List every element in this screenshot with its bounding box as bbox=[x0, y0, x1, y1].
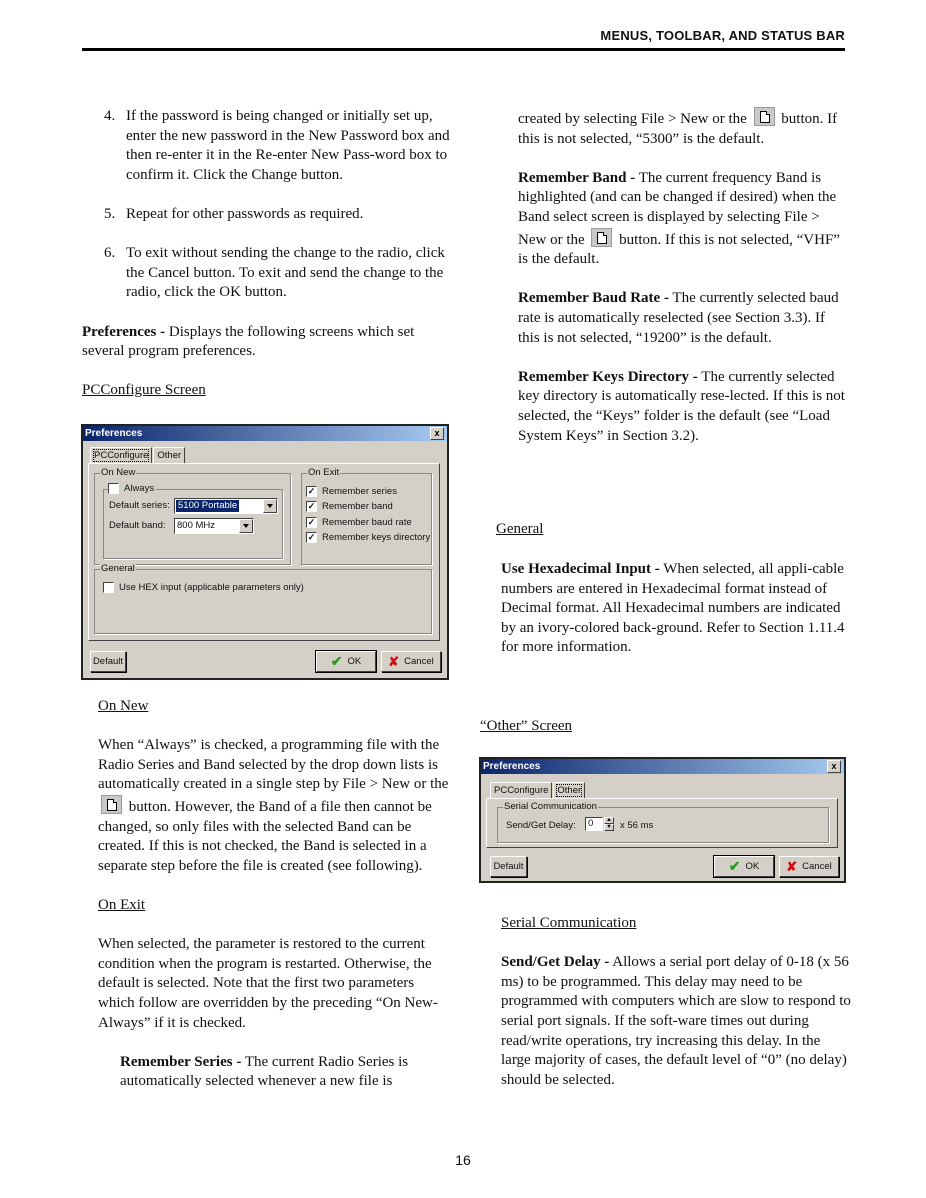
ok-button[interactable]: ✔ OK bbox=[316, 651, 376, 672]
page-number: 16 bbox=[455, 1152, 471, 1168]
on-new-group: On New Always Default series: 5100 Portable Default band: 800 MHz bbox=[94, 473, 291, 565]
general-group: General Use HEX input (applicable parameters only) bbox=[94, 569, 432, 634]
checkmark-icon: ✔ bbox=[728, 858, 741, 874]
chevron-down-icon[interactable] bbox=[239, 519, 253, 533]
new-file-icon bbox=[101, 795, 122, 814]
dialog-title-bar: Preferences x bbox=[481, 759, 844, 774]
header-rule bbox=[82, 48, 845, 51]
delay-unit-label: x 56 ms bbox=[620, 820, 654, 831]
remember-band-paragraph: Remember Band - The current frequency Band is highlighted (and can be changed if desired) when the Band select screen is displayed by selecting File > New or the button. If this is not selected, “VHF” is the default. bbox=[518, 169, 840, 268]
tab-strip bbox=[490, 782, 586, 798]
step-6: 6. To exit without sending the change to the radio, click the Cancel button. To exit and send the change to the radio, click the OK button. bbox=[104, 245, 445, 301]
tab-other[interactable]: Other bbox=[553, 782, 585, 798]
default-button[interactable]: Default bbox=[90, 651, 126, 672]
new-file-icon bbox=[754, 107, 775, 126]
right-column-other bbox=[480, 717, 840, 737]
tab-pcconfigure[interactable]: PCConfigure bbox=[490, 782, 552, 798]
spin-down-icon[interactable]: ▼ bbox=[604, 824, 614, 831]
right-column-general bbox=[496, 520, 848, 540]
ok-button[interactable]: ✔ OK bbox=[714, 856, 774, 877]
default-band-select[interactable]: 800 MHz bbox=[174, 518, 254, 534]
on-exit-group: On Exit ✓ Remember series ✓ Remember band ✓ Remember baud rate ✓ Remember keys directory bbox=[301, 473, 432, 565]
close-button[interactable]: x bbox=[430, 427, 444, 440]
dialog-title-bar: Preferences x bbox=[83, 426, 447, 441]
step-5: 5. Repeat for other passwords as required. bbox=[104, 205, 364, 222]
section-title: MENUS, TOOLBAR, AND STATUS BAR bbox=[600, 28, 845, 43]
send-get-delay-spinner[interactable] bbox=[585, 817, 614, 831]
tab-panel bbox=[486, 798, 838, 848]
always-checkbox-box[interactable] bbox=[108, 483, 119, 494]
remember-series-checkbox[interactable]: ✓ Remember series bbox=[307, 486, 397, 497]
remember-baud-rate-checkbox[interactable]: ✓ Remember baud rate bbox=[307, 517, 412, 528]
step-4: 4. If the password is being changed or initially set up, enter the new password in the New Password box and then re-enter it in the Re-enter New Pass-word box to confirm it. Click the Change button. bbox=[104, 108, 450, 183]
tab-panel bbox=[88, 463, 440, 641]
default-button[interactable]: Default bbox=[490, 856, 527, 877]
always-subgroup bbox=[103, 483, 283, 559]
page-header bbox=[82, 28, 845, 52]
preferences-paragraph: Preferences - Displays the following screens which set several program preferences. bbox=[82, 323, 415, 360]
default-series-label: Default series: bbox=[109, 500, 170, 511]
chevron-down-icon[interactable] bbox=[263, 499, 277, 513]
send-get-delay-input[interactable]: 0 bbox=[585, 817, 603, 831]
new-file-icon bbox=[591, 228, 612, 247]
remember-keys-directory-checkbox[interactable]: ✓ Remember keys directory bbox=[307, 532, 431, 543]
cross-icon: ✘ bbox=[388, 653, 400, 669]
cross-icon: ✘ bbox=[786, 858, 798, 874]
cancel-button[interactable]: ✘ Cancel bbox=[779, 856, 839, 877]
tab-strip bbox=[90, 447, 186, 463]
default-series-select[interactable]: 5100 Portable bbox=[174, 498, 278, 514]
send-get-delay-paragraph: Send/Get Delay - Allows a serial port delay of 0-18 (x 56 ms) to be programmed. This delay may need to be programmed with computers which are slow to respond to serial port signals. If the soft-ware times out during read/write operations, try increasing this delay. In the large majority of cases, the default level of “0” (no delay) should be selected. bbox=[501, 954, 851, 1088]
tab-pcconfigure[interactable]: PCConfigure bbox=[90, 447, 152, 463]
remember-keys-paragraph: Remember Keys Directory - The currently selected key directory is automatically rese-lected. If this is not selected, the “Keys” folder is the default (see “Load System Keys” in Section 3.2). bbox=[518, 368, 845, 444]
always-checkbox[interactable]: Always bbox=[108, 483, 156, 494]
on-new-heading: On New bbox=[98, 698, 149, 714]
left-column-top bbox=[82, 107, 452, 401]
preferences-dialog-pcconfigure bbox=[81, 424, 449, 680]
serial-communication-heading: Serial Communication bbox=[501, 915, 637, 931]
use-hex-input-checkbox[interactable]: Use HEX input (applicable parameters only) bbox=[103, 582, 304, 593]
remember-band-checkbox[interactable]: ✓ Remember band bbox=[307, 501, 393, 512]
serial-communication-group: Serial Communication Send/Get Delay: 0 ▲ ▼ x 56 ms bbox=[497, 807, 829, 843]
right-column-hex bbox=[501, 560, 851, 658]
close-button[interactable]: x bbox=[827, 760, 841, 773]
cancel-button[interactable]: ✘ Cancel bbox=[381, 651, 441, 672]
send-get-delay-label: Send/Get Delay: bbox=[506, 820, 576, 831]
on-exit-heading: On Exit bbox=[98, 896, 146, 913]
checkmark-icon: ✔ bbox=[330, 653, 343, 669]
left-column-bottom bbox=[98, 697, 450, 1092]
remember-baud-paragraph: Remember Baud Rate - The currently selected baud rate is automatically reselected (see Section 3.3). If this is not selected, “19200” is the default. bbox=[518, 290, 839, 346]
general-heading: General bbox=[496, 521, 544, 537]
spin-up-icon[interactable]: ▲ bbox=[604, 817, 614, 824]
other-screen-heading: “Other” Screen bbox=[480, 718, 573, 734]
remember-series-paragraph: Remember Series - The current Radio Series is automatically selected whenever a new file is bbox=[120, 1053, 409, 1090]
series-continued-paragraph: created by selecting File > New or the button. If this is not selected, “5300” is the default. bbox=[518, 107, 848, 149]
preferences-dialog-other bbox=[479, 757, 846, 883]
on-exit-paragraph: When selected, the parameter is restored to the current condition when the program is restarted. Otherwise, the default is selected. Note that the first two parameters which follow are overridden by the preceding “On New- Always” if it is checked. bbox=[98, 936, 438, 1031]
hex-paragraph: Use Hexadecimal Input - When selected, all appli-cable numbers are entered in Hexadecimal format instead of Decimal format. All Hexadecimal numbers are indicated by an ivory-colored back-ground. Refer to Section 1.11.4 for more information. bbox=[501, 561, 845, 656]
pcconfigure-heading: PCConfigure Screen bbox=[82, 382, 206, 399]
right-column-top bbox=[518, 107, 848, 446]
default-band-label: Default band: bbox=[109, 520, 166, 531]
tab-other[interactable]: Other bbox=[153, 447, 185, 463]
right-column-bottom bbox=[501, 914, 851, 1090]
on-new-paragraph: When “Always” is checked, a programming file with the Radio Series and Band selected by the drop down lists is automatically created in a single step by File > New or the button. However, the Band of a file then cannot be changed, so only files with the selected Band can be created. If this is not checked, the Band is selected in a separate step before the file is created (see following). bbox=[98, 737, 449, 874]
